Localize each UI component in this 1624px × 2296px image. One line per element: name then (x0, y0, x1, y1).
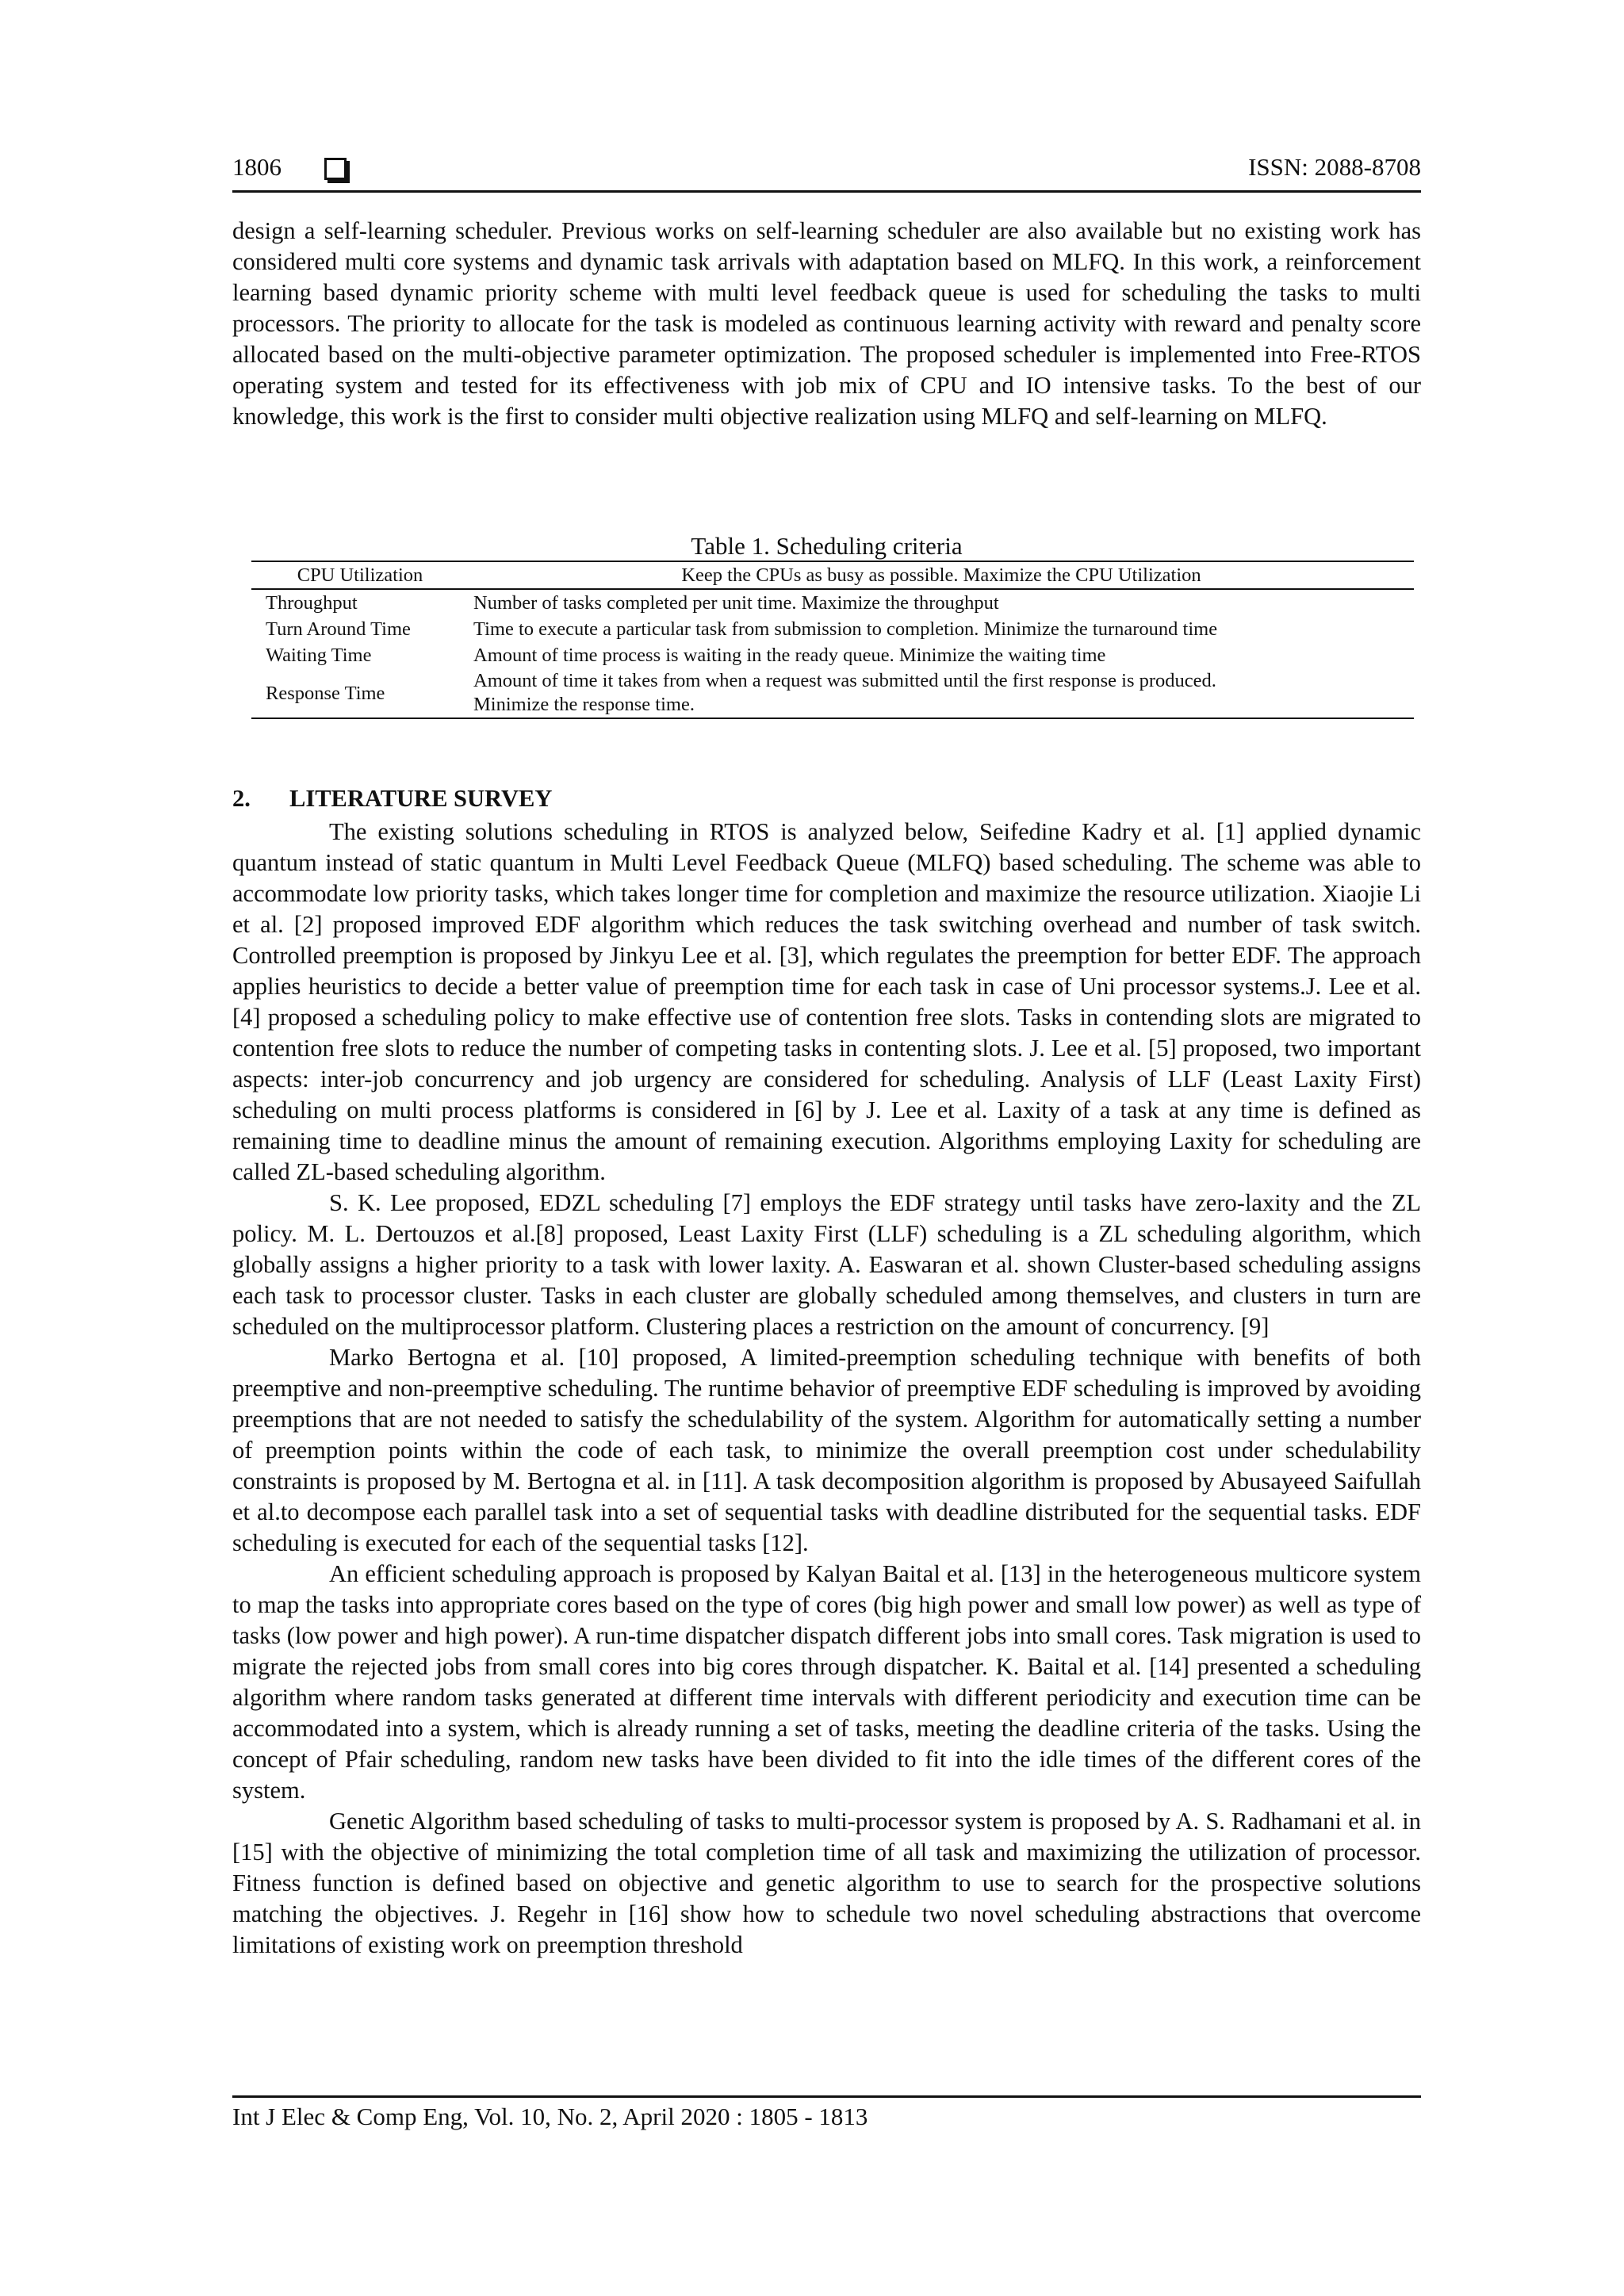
footer-citation: Int J Elec & Comp Eng, Vol. 10, No. 2, April 2020 : 1805 - 1813 (232, 2103, 868, 2130)
section-title: LITERATURE SURVEY (289, 785, 553, 812)
paragraph: Genetic Algorithm based scheduling of tasks to multi-processor system is proposed by A. S. Radhamani et al. in [15] with the objective of minimizing the total completion time of all task and maximizing the utilization of processor. Fitness function is defined based on objective and genetic algorithm to use to search for the prospective solutions matching the objectives. J. Regehr in [16] show how to schedule two novel scheduling abstractions that overcome limitations of existing work on preemption threshold (232, 1808, 1421, 1958)
intro-paragraph: design a self-learning scheduler. Previous works on self-learning scheduler are also available but no existing work has considered multi core systems and dynamic task arrivals with adaptation based on MLFQ. In this work, a reinforcement learning based dynamic priority scheme with multi level feedback queue is used for scheduling the tasks to multi processors. The priority to allocate for the task is modeled as continuous learning activity with reward and penalty score allocated based on the multi-objective parameter optimization. The proposed scheduler is implemented into Free-RTOS operating system and tested for its effectiveness with job mix of CPU and IO intensive tasks. To the best of our knowledge, this work is the first to consider multi objective realization using MLFQ and self-learning on MLFQ. (232, 217, 1421, 430)
footer-rule (232, 2095, 1421, 2098)
paragraph: The existing solutions scheduling in RTOS is analyzed below, Seifedine Kadry et al. [1] applied dynamic quantum instead of static quantum in Multi Level Feedback Queue (MLFQ) based scheduling. The scheme was able to accommodate low priority tasks, which takes longer time for completion and maximize the resource utilization. Xiaojie Li et al. [2] proposed improved EDF algorithm which reduces the task switching overhead and number of task switch. Controlled preemption is proposed by Jinkyu Lee et al. [3], which regulates the preemption for better EDF. The approach applies heuristics to decide a better value of preemption time for each task in case of Uni processor systems.J. Lee et al. [4] proposed a scheduling policy to make effective use of contention free slots. Tasks in contending slots are migrated to contention free slots to reduce the number of competing tasks in contenting slots. J. Lee et al. [5] proposed, two important aspects: inter-job concurrency and job urgency are considered for scheduling. Analysis of LLF (Least Laxity First) scheduling on multi process platforms is considered in [6] by J. Lee et al. Laxity of a task at any time is defined as remaining time to deadline minus the amount of remaining execution. Algorithms employing Laxity for scheduling are called ZL-based scheduling algorithm. (232, 818, 1421, 1185)
table-caption: Table 1. Scheduling criteria (691, 532, 963, 560)
paragraph: Marko Bertogna et al. [10] proposed, A limited-preemption scheduling technique with benefits of both preemptive and non-preemptive scheduling. The runtime behavior of preemptive EDF scheduling is improved by avoiding preemptions that are not needed to satisfy the schedulability of the system. Algorithm for automatically setting a number of preemption points within the code of each task, to minimize the overall preemption cost under schedulability constraints is proposed by M. Bertogna et al. in [11]. A task decomposition algorithm is proposed by Abusayeed Saifullah et al.to decompose each parallel task into a set of sequential tasks with deadline distributed for the sequential tasks. EDF scheduling is executed for each of the sequential tasks [12]. (232, 1344, 1421, 1556)
page-header (232, 153, 1421, 191)
page-number: 1806 (232, 153, 282, 181)
table-cell-description (469, 668, 1414, 718)
table-cell-criterion: Waiting Time (266, 645, 372, 666)
table-cell-description: Time to execute a particular task from submission to completion. Minimize the turnaround time (473, 618, 1218, 640)
table-row (251, 589, 1414, 616)
issn: ISSN: 2088-8708 (1248, 153, 1421, 181)
literature-survey-body (232, 817, 1421, 1961)
table-cell-criterion: Throughput (266, 592, 358, 614)
paragraph: An efficient scheduling approach is proposed by Kalyan Baital et al. [13] in the heterogeneous multicore system to map the tasks into appropriate cores based on the type of cores (big high power and small low power) as well as type of tasks (low power and high power). A run-time dispatcher dispatch different jobs into small cores. Task migration is used to migrate the rejected jobs from small cores into big cores through dispatcher. K. Baital et al. [14] presented a scheduling algorithm where random tasks generated at different time intervals with different periodicity and execution time can be accommodated into a system, which is already running a set of tasks, meeting the deadline criteria of the tasks. Using the concept of Pfair scheduling, random new tasks have been divided to fit into the idle times of the different cores of the system. (232, 1560, 1421, 1804)
table-row (251, 668, 1414, 718)
scheduling-criteria-table (251, 561, 1414, 719)
header-rule (232, 190, 1421, 193)
paragraph: S. K. Lee proposed, EDZL scheduling [7] employs the EDF strategy until tasks have zero-laxity and the ZL policy. M. L. Dertouzos et al.[8] proposed, Least Laxity First (LLF) scheduling is a ZL scheduling algorithm, which globally assigns a higher priority to a task with lower laxity. A. Easwaran et al. shown Cluster-based scheduling assigns each task to processor cluster. Tasks in each cluster are globally scheduled among themselves, and clusters in turn are scheduled on the multiprocessor platform. Clustering places a restriction on the amount of concurrency. [9] (232, 1189, 1421, 1340)
table-cell-description: Amount of time process is waiting in the ready queue. Minimize the waiting time (473, 644, 1106, 666)
square-bullet-icon (324, 158, 347, 180)
table-header-criterion: CPU Utilization (251, 561, 469, 589)
table-cell-description-line2: Minimize the response time. (473, 694, 695, 715)
section-number: 2. (232, 785, 251, 812)
section-heading (232, 785, 552, 813)
table-row (251, 616, 1414, 642)
table-cell-criterion: Response Time (251, 668, 469, 718)
table-cell-criterion: Turn Around Time (266, 618, 411, 640)
table-header-description: Keep the CPUs as busy as possible. Maximize the CPU Utilization (469, 561, 1414, 589)
table-cell-description-line1: Amount of time it takes from when a request was submitted until the first response is produced. (473, 670, 1216, 691)
table-row (251, 642, 1414, 668)
table-cell-description: Number of tasks completed per unit time. Maximize the throughput (473, 591, 999, 614)
table-header-row (251, 561, 1414, 589)
